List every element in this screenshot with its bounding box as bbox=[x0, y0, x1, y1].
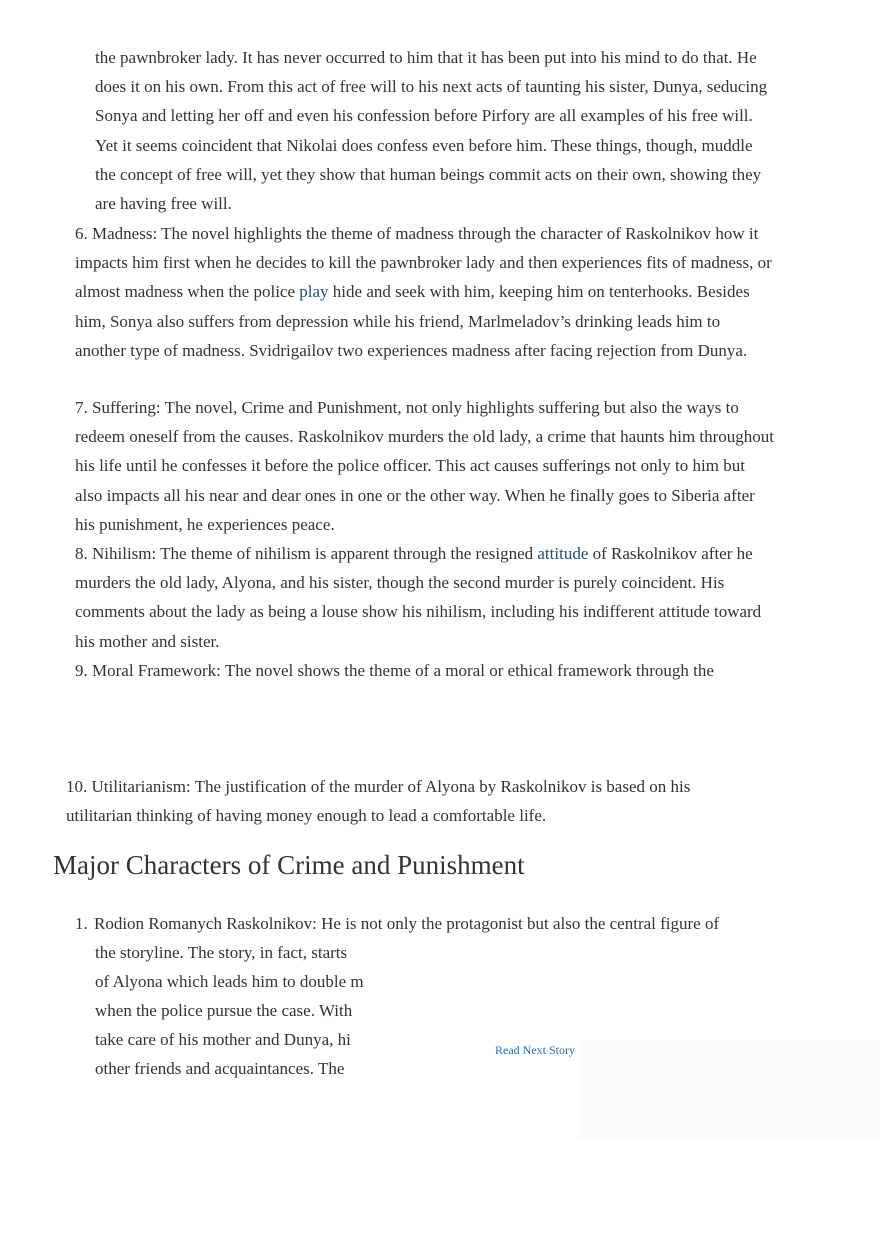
theme-item-utilitarianism bbox=[66, 772, 716, 830]
theme-item-madness bbox=[75, 219, 775, 365]
attitude-link[interactable]: attitude bbox=[537, 544, 589, 563]
theme-text: Utilitarianism: The justification of the murder of Alyona by Raskolnikov is based on his utilitarian thinking of having money enough to lead a comfortable life. bbox=[66, 777, 691, 826]
theme-item-suffering bbox=[75, 393, 775, 539]
theme-text: Madness: The novel highlights the theme of madness through the character of Raskolnikov how it impacts him first when he decides to kill the pawnbroker lady and then experiences fits of madness, or almost madness when the police bbox=[75, 224, 772, 302]
character-line-4: when the police pursue the case. With bbox=[95, 1001, 353, 1020]
theme-text: Suffering: The novel, Crime and Punishment, not only highlights suffering but also the ways to redeem oneself from the causes. Raskolnikov murders the old lady, a crime that haunts him throughout his life until he confesses it before the police officer. This act causes sufferings not only to him but also impacts all his near and dear ones in one or the other way. When he finally goes to Siberia after his punishment, he experiences peace. bbox=[75, 398, 775, 534]
list-number: 7. bbox=[75, 398, 88, 417]
list-number: 10. bbox=[66, 777, 88, 796]
list-number: 6. bbox=[75, 224, 88, 243]
character-line-3: of Alyona which leads him to double m bbox=[95, 972, 364, 991]
section-heading: Major Characters of Crime and Punishment bbox=[53, 850, 525, 880]
list-number: 1. bbox=[75, 914, 88, 933]
character-line-6: other friends and acquaintances. The bbox=[95, 1059, 345, 1078]
play-link[interactable]: play bbox=[299, 282, 329, 302]
ad-placeholder bbox=[578, 1040, 880, 1140]
character-line-5: take care of his mother and Dunya, hi bbox=[95, 1030, 351, 1049]
theme-text-continued: of Raskolnikov after he murders the old lady, Alyona, and his sister, though the second murder is purely coincident. His comments about the lady as being a louse show his nihilism, including his indifferent attitude toward his mother and sister. bbox=[75, 544, 762, 651]
list-number: 9. bbox=[75, 661, 88, 680]
list-number: 8. bbox=[75, 544, 88, 563]
character-line-1: Rodion Romanych Raskolnikov: He is not only the protagonist but also the central figure of bbox=[94, 914, 720, 933]
theme-text: Moral Framework: The novel shows the theme of a moral or ethical framework through the bbox=[92, 661, 714, 680]
read-next-story-link[interactable]: Read Next Story bbox=[495, 1043, 575, 1057]
theme-text: Nihilism: The theme of nihilism is apparent through the resigned bbox=[92, 544, 538, 563]
theme-item-moral-framework bbox=[75, 656, 775, 685]
free-will-continuation bbox=[95, 43, 775, 218]
theme-item-nihilism bbox=[75, 539, 775, 656]
character-line-2: the storyline. The story, in fact, starts bbox=[95, 943, 348, 962]
free-will-text: the pawnbroker lady. It has never occurred to him that it has been put into his mind to do that. He does it on his own. From this act of free will to his next acts of taunting his sister, Dunya, seducing Sonya and letting her off and even his confession before Pirfory are all examples of his free will. Yet it seems coincident that Nikolai does confess even before him. These things, though, muddle the concept of free will, yet they show that human beings commit acts on their own, showing they are having free will. bbox=[95, 48, 768, 214]
theme-text-continued: hide and seek with him, keeping him on tenterhooks. Besides him, Sonya also suffers from depression while his friend, Marlmeladov’s drinking leads him to another type of madness. Svidrigailov two experiences madness after facing rejection from Dunya. bbox=[75, 282, 750, 360]
